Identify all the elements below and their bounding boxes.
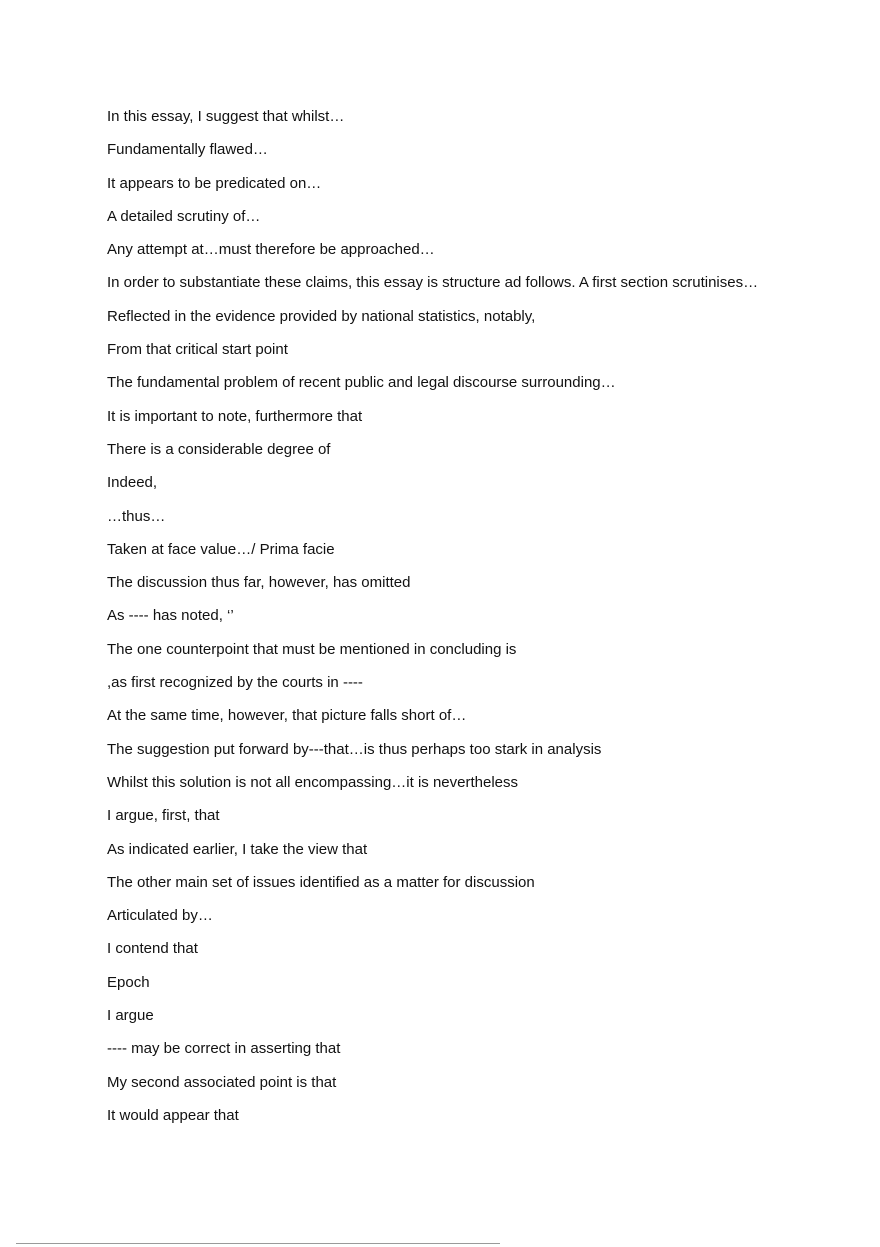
text-line: The fundamental problem of recent public and legal discourse surrounding… (107, 374, 616, 392)
text-line: Whilst this solution is not all encompassing…it is nevertheless (107, 773, 519, 791)
text-line: ---- may be correct in asserting that (107, 1040, 341, 1058)
text-line: At the same time, however, that picture falls short of… (107, 707, 467, 725)
text-line: The one counterpoint that must be mentioned in concluding is (107, 640, 517, 658)
text-line: There is a considerable degree of (107, 440, 331, 458)
text-line: In this essay, I suggest that whilst… (107, 108, 345, 125)
text-line: From that critical start point (107, 341, 288, 359)
text-line: Any attempt at…must therefore be approached… (107, 241, 435, 259)
text-line: It is important to note, furthermore that (107, 407, 363, 425)
text-line: Indeed, (107, 474, 158, 492)
footer-divider (16, 1243, 500, 1244)
text-line: The suggestion put forward by---that…is thus perhaps too stark in analysis (107, 740, 602, 758)
text-line: A detailed scrutiny of… (107, 207, 261, 225)
text-line: I argue (107, 1007, 154, 1025)
text-line: Reflected in the evidence provided by national statistics, notably, (107, 307, 536, 325)
text-line: I contend that (107, 940, 198, 958)
text-line: My second associated point is that (107, 1073, 337, 1091)
text-line: It would appear that (107, 1106, 239, 1124)
text-line: I argue, first, that (107, 807, 220, 825)
text-line: The other main set of issues identified as a matter for discussion (107, 873, 535, 891)
text-line: …thus… (107, 507, 166, 525)
essay-phrase-list (107, 106, 847, 1138)
text-line: ,as first recognized by the courts in ---- (107, 674, 363, 692)
text-line: In order to substantiate these claims, this essay is structure ad follows. A first section scrutinises… (107, 274, 759, 292)
text-line: Fundamentally flawed… (107, 141, 268, 159)
text-line: As ---- has noted, ‘’ (107, 607, 234, 625)
text-line: Taken at face value…/ Prima facie (107, 540, 335, 558)
text-line: It appears to be predicated on… (107, 174, 322, 192)
text-line: Articulated by… (107, 907, 213, 925)
text-line: The discussion thus far, however, has omitted (107, 574, 411, 592)
text-line: As indicated earlier, I take the view that (107, 840, 368, 858)
text-line: Epoch (107, 973, 150, 991)
